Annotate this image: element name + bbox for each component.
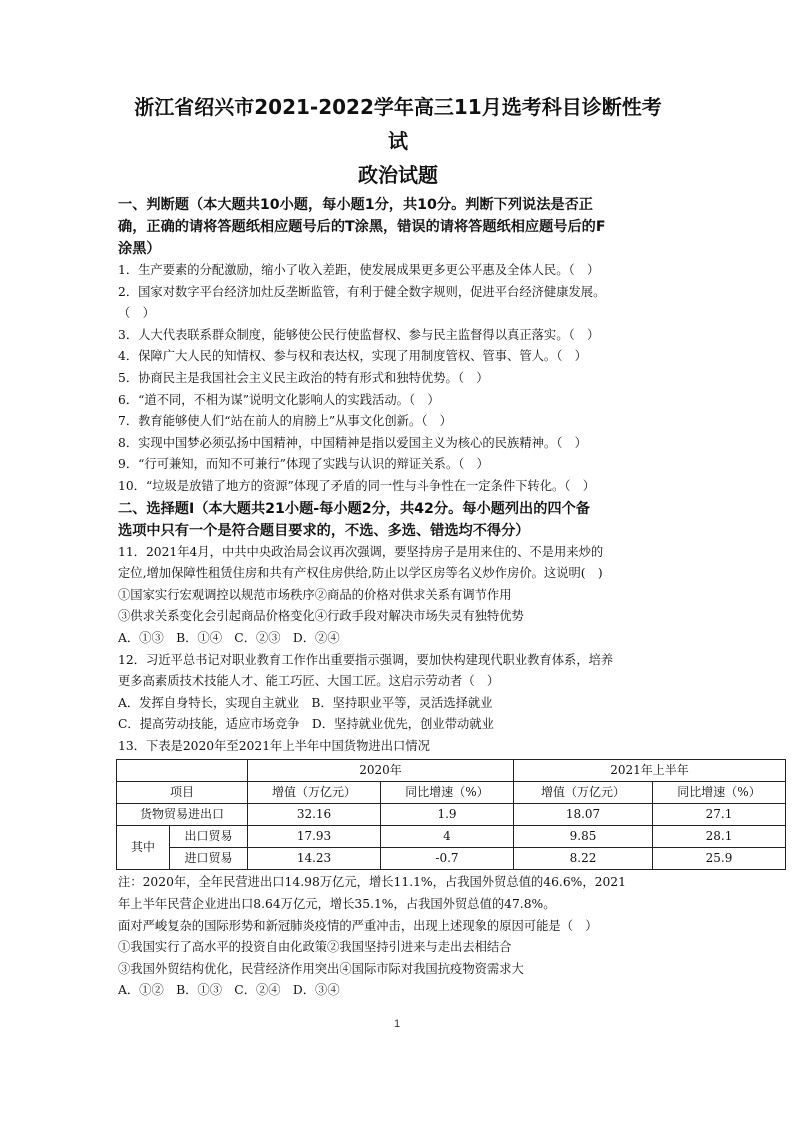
judgment-item: 4．保障广大人民的知情权、参与权和表达权，实现了用制度管权、管事、管人。（ ） — [118, 349, 587, 364]
table-cell: 17.93 — [248, 826, 381, 848]
question-11-statements: ①国家实行宏观调控以规范市场秩序②商品的价格对供求关系有调节作用 — [118, 587, 512, 602]
table-row — [117, 804, 786, 826]
question-12-options-cd: C．提高劳动技能，适应市场竞争 D．坚持就业优先，创业带动就业 — [118, 717, 494, 732]
question-13-options: A．①② B．①③ C．②④ D．③④ — [118, 983, 340, 998]
question-13-note-line2: 年上半年民营企业进出口8.64万亿元，增长35.1%，占我国外贸总值的47.8%。 — [118, 897, 556, 912]
question-11-stem-line2: 定位,增加保障性租赁住房和共有产权住房供给,防止以学区房等名义炒作房价。这说明( ) — [118, 566, 603, 581]
table-cell-label: 进口贸易 — [170, 848, 248, 870]
table-cell: 32.16 — [248, 804, 381, 826]
question-13-prompt: 面对严峻复杂的国际形势和新冠肺炎疫情的严重冲击，出现上述现象的原因可能是（ ） — [118, 918, 598, 933]
question-11-options: A．①③ B．①④ C．②③ D．②④ — [118, 630, 340, 645]
section1-heading-line2: 确，正确的请将答题纸相应题号后的T涂黑，错误的请将答题纸相应题号后的F — [118, 219, 606, 235]
judgment-item: （ ） — [118, 306, 155, 321]
section2-heading: 二、选择题Ⅰ（本大题共21小题-每小题2分，共42分。每小题列出的四个备 — [118, 500, 590, 517]
judgment-item: 7．教育能够使人们“站在前人的肩膀上”从事文化创新。（ ） — [118, 414, 452, 429]
table-col-item: 项目 — [117, 782, 248, 804]
trade-table — [116, 759, 786, 870]
question-12-stem: 12．习近平总书记对职业教育工作作出重要指示强调，要加快构建现代职业教育体系，培养 — [118, 652, 614, 667]
table-cell-label: 货物贸易进出口 — [117, 804, 248, 826]
question-11-statements-line2: ③供求关系变化会引起商品价格变化④行政手段对解决市场失灵有独特优势 — [118, 609, 524, 624]
question-12-stem-line2: 更多高素质技术技能人才、能工巧匠、大国工匠。这启示劳动者（ ） — [118, 674, 500, 689]
table-cell: 4 — [381, 826, 514, 848]
table-col-value-2021: 增值（万亿元） — [514, 782, 653, 804]
judgment-item: 9．“行可兼知，而知不可兼行”体现了实践与认识的辩证关系。（ ） — [118, 457, 489, 472]
judgment-item: 3．人大代表联系群众制度，能够使公民行使监督权、参与民主监督得以真正落实。（ ） — [118, 327, 600, 342]
exam-title: 浙江省绍兴市2021-2022学年高三11月选考科目诊断性考 — [134, 95, 662, 119]
table-col-growth-2020: 同比增速（%） — [381, 782, 514, 804]
section2-heading-line2: 选项中只有一个是符合题目要求的，不选、多选、错选均不得分） — [118, 522, 530, 539]
table-col-value-2020: 增值（万亿元） — [248, 782, 381, 804]
table-row — [117, 826, 786, 848]
judgment-item: 2．国家对数字平台经济加灶反垄断监管，有利于健全数字规则，促进平台经济健康发展。 — [118, 284, 606, 299]
table-header-2021h1: 2021年上半年 — [514, 760, 786, 782]
table-row — [117, 848, 786, 870]
question-12-options-ab: A．发挥自身特长，实现自主就业 B．坚持职业平等，灵活选择就业 — [118, 695, 493, 710]
table-cell: 28.1 — [653, 826, 786, 848]
table-cell-among: 其中 — [117, 826, 170, 870]
table-cell: 18.07 — [514, 804, 653, 826]
judgment-item: 5．协商民主是我国社会主义民主政治的特有形式和独特优势。（ ） — [118, 370, 489, 385]
question-13-note: 注：2020年，全年民营进出口14.98万亿元，增长11.1%，占我国外贸总值的46.6%，2021 — [118, 875, 626, 890]
page-number: 1 — [393, 1018, 401, 1030]
section1-heading-line3: 涂黑） — [118, 241, 161, 257]
judgment-item: 6．“道不同，不相为谋”说明文化影响人的实践活动。（ ） — [118, 392, 440, 407]
table-cell: -0.7 — [381, 848, 514, 870]
document-body — [118, 90, 761, 1002]
table-cell: 9.85 — [514, 826, 653, 848]
table-cell-label: 出口贸易 — [170, 826, 248, 848]
table-corner-cell — [117, 760, 248, 782]
table-col-growth-2021: 同比增速（%） — [653, 782, 786, 804]
table-row — [117, 782, 786, 804]
question-13-statements: ①我国实行了高水平的投资自由化政策②我国坚持引进来与走出去相结合 — [118, 940, 512, 955]
judgment-item: 8．实现中国梦必须弘扬中国精神，中国精神是指以爱国主义为核心的民族精神。（ ） — [118, 435, 587, 450]
question-13-statements-line2: ③我国外贸结构优化，民营经济作用突出④国际市际对我国抗疫物资需求大 — [118, 961, 524, 976]
exam-title-continued: 试 — [388, 129, 408, 153]
table-cell: 27.1 — [653, 804, 786, 826]
exam-subtitle: 政治试题 — [358, 163, 438, 187]
table-cell: 1.9 — [381, 804, 514, 826]
table-cell: 25.9 — [653, 848, 786, 870]
judgment-item: 10．“垃圾是放错了地方的资源”体现了矛盾的同一性与斗争性在一定条件下转化。（ ） — [118, 478, 596, 493]
table-cell: 8.22 — [514, 848, 653, 870]
table-cell: 14.23 — [248, 848, 381, 870]
section1-heading: 一、判断题（本大题共10小题，每小题1分，共10分。判断下列说法是否正 — [118, 197, 593, 213]
judgment-item: 1．生产要素的分配激励，缩小了收入差距，使发展成果更多更公平惠及全体人民。（ ） — [118, 263, 600, 277]
question-11-stem: 11．2021年4月，中共中央政治局会议再次强调，要坚持房子是用来住的、不是用来炒的 — [118, 544, 604, 559]
question-13-stem: 13．下表是2020年至2021年上半年中国货物进出口情况 — [118, 738, 430, 753]
table-row — [117, 760, 786, 782]
table-header-2020: 2020年 — [248, 760, 514, 782]
